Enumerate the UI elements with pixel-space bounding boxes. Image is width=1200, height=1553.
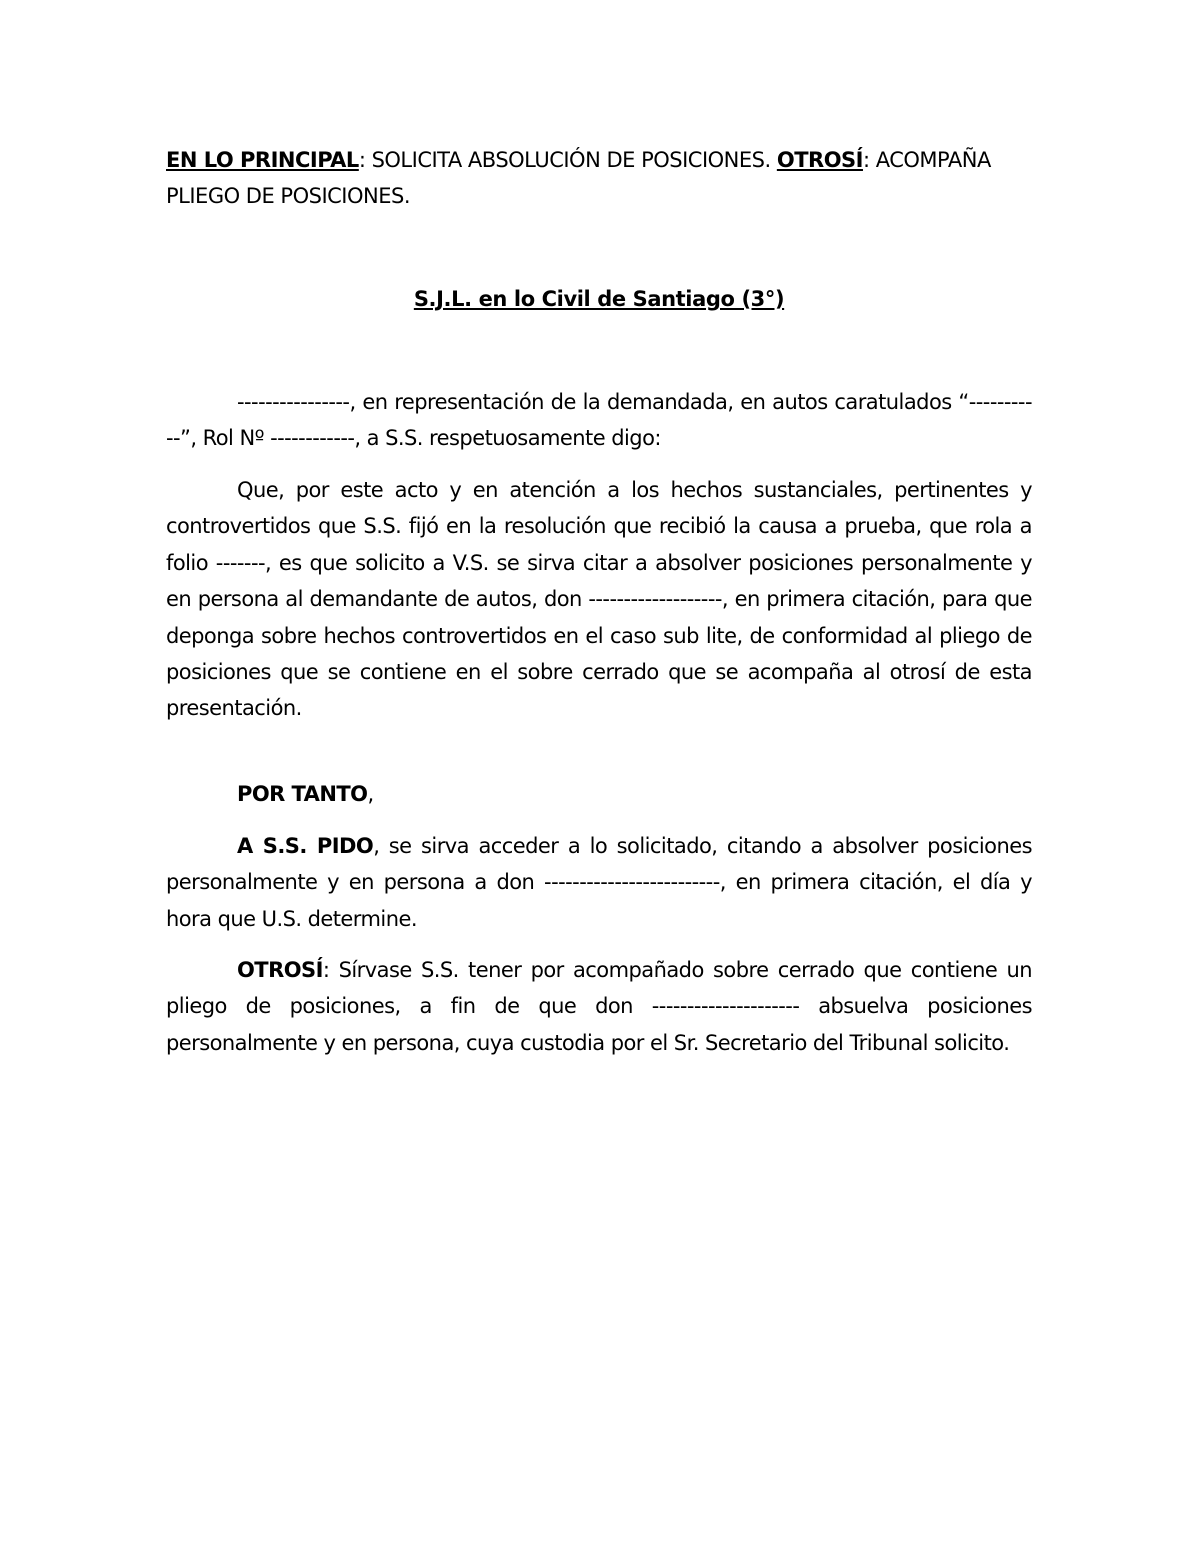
por-tanto-tail: , [367, 782, 374, 806]
court-heading: S.J.L. en lo Civil de Santiago (3°) [413, 287, 785, 311]
pido-text: , se sirva acceder a lo solicitado, citando a absolver posiciones personalmente y en persona a don -------------------------, en primera citación, el día y hora que U.S. determine. [166, 834, 1032, 931]
pido-paragraph [166, 828, 1032, 937]
request-paragraph: Que, por este acto y en atención a los hechos sustanciales, pertinentes y controvertidos que S.S. fijó en la resolución que recibió la causa a prueba, que rola a folio -------, es que solicito a V.S. se sirva citar a absolver posiciones personalmente y en persona al demandante de autos, don -------------------, en primera citación, para que deponga sobre hechos controvertidos en el caso sub lite, de conformidad al pliego de posiciones que se contiene en el sobre cerrado que se acompaña al otrosí de esta presentación. [166, 478, 1032, 721]
principal-label: EN LO PRINCIPAL [166, 148, 359, 172]
sumilla [166, 142, 1032, 214]
otrosi-text: : ACOMPAÑA PLIEGO DE POSICIONES. [166, 148, 991, 208]
pido-label: A S.S. PIDO [237, 834, 374, 858]
otrosi-label: OTROSÍ [776, 148, 863, 172]
por-tanto-label: POR TANTO [237, 782, 368, 806]
por-tanto-paragraph [166, 776, 1032, 812]
otrosi-body-text: : Sírvase S.S. tener por acompañado sobre cerrado que contiene un pliego de posiciones, a fin de que don --------------------- absuelva posiciones personalmente y en persona, cuya custodia por el Sr. Secretario del Tribunal solicito. [166, 958, 1032, 1055]
intro-paragraph: ----------------, en representación de la demandada, en autos caratulados “-----------”, Rol Nº ------------, a S.S. respetuosamente digo: [166, 390, 1032, 451]
otrosi-paragraph [166, 952, 1032, 1061]
principal-text: : SOLICITA ABSOLUCIÓN DE POSICIONES. [358, 148, 777, 172]
otrosi-body-label: OTROSÍ [237, 958, 323, 982]
